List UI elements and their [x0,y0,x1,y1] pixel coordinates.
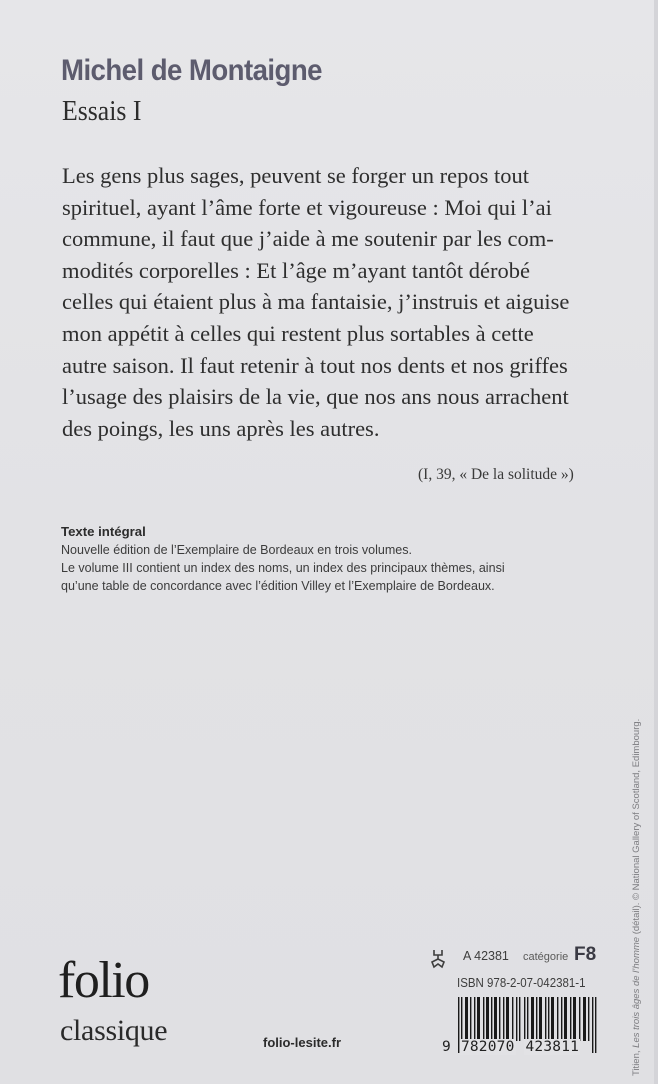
book-title: Essais I [62,96,142,127]
quote-line: spirituel, ayant l’âme forte et vigoureuse : Moi qui l’ai [62,194,552,220]
quote-line: modités corporelles : Et l’âge m’ayant tantôt dérobé [62,257,530,283]
barcode-first-digit: 9 [442,1039,451,1055]
catalog-code: A 42381 [463,949,509,963]
folio-logo: folio [58,952,149,1009]
quote-line: Les gens plus sages, peuvent se forger un repos tout [62,163,529,188]
category-value: F8 [574,944,597,965]
blurb-line: qu’une table de concordance avec l’édition Villey et l’Exemplaire de Bordeaux. [61,578,495,593]
cover-edge [654,0,658,1084]
barcode-digits [442,1039,580,1055]
credit-prefix: Titien, [631,1047,642,1076]
barcode-group-2: 423811 [525,1039,580,1055]
blurb-line: Le volume III contient un index des noms, un index des principaux thèmes, ainsi [61,560,505,575]
quote-line: commune, il faut que j’aide à me soutenir par les com- [62,226,554,252]
category-label: catégorie [523,951,569,963]
quote-line: l’usage des plaisirs de la vie, que nos ans nous arrachent [62,384,569,410]
credit-suffix: (détail). © National Gallery of Scotland, Edimbourg. [631,718,642,937]
isbn-number: ISBN 978-2-07-042381-1 [457,976,586,990]
publisher-website: folio-lesite.fr [263,1035,342,1050]
quote-citation: (I, 39, « De la solitude ») [418,466,574,483]
quote-line: des poings, les uns après les autres. [62,415,380,441]
barcode-group-1: 782070 [460,1039,515,1055]
quote-line: autre saison. Il faut retenir à tout nos dents et nos griffes [62,352,568,378]
author-name: Michel de Montaigne [61,54,322,87]
quote-line: celles qui étaient plus à ma fantaisie, j’instruis et aiguise [62,289,570,315]
excerpt-quote [62,160,622,444]
classique-logo: classique [60,1014,168,1047]
image-credit [631,719,642,1076]
quote-line: mon appétit à celles qui restent plus sortables à cette [62,320,534,346]
blurb-line: Nouvelle édition de l’Exemplaire de Bordeaux en trois volumes. [61,542,412,557]
credit-work-title: Les trois âges de l’homme [631,936,642,1048]
gallimard-publisher-icon [428,948,448,970]
blurb-heading: Texte intégral [61,524,146,539]
edition-blurb [61,523,528,595]
